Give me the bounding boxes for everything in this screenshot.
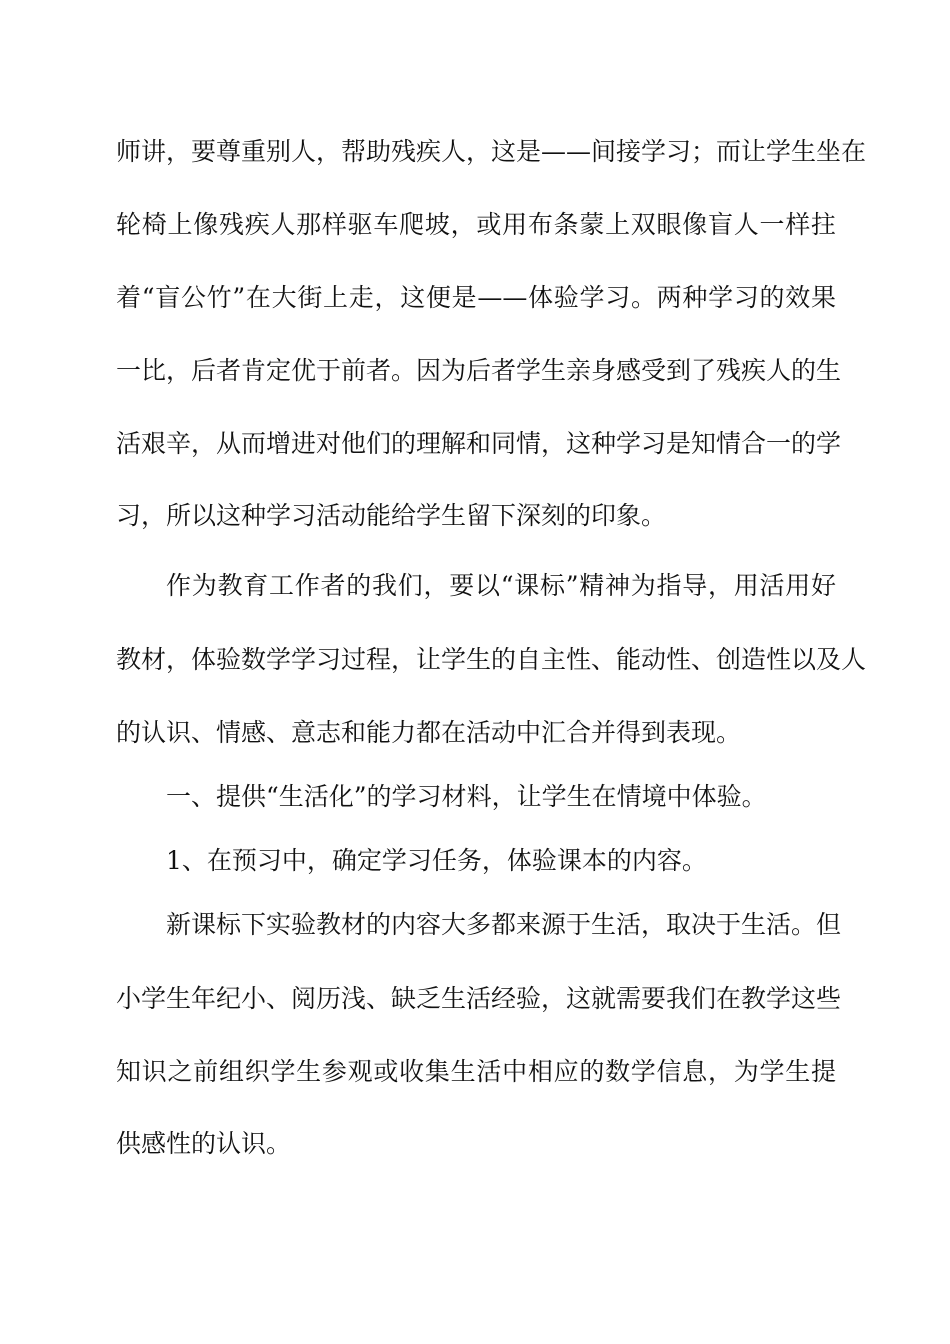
- paragraph-line: 轮椅上像残疾人那样驱车爬坡，或用布条蒙上双眼像盲人一样拄: [116, 210, 836, 239]
- subsection-heading: 1、在预习中，确定学习任务，体验课本的内容。: [166, 846, 707, 875]
- paragraph-line: 作为教育工作者的我们，要以“课标”精神为指导，用活用好: [166, 571, 836, 600]
- paragraph-line: 着“盲公竹”在大街上走，这便是——体验学习。两种学习的效果: [116, 283, 836, 312]
- paragraph-line: 教材，体验数学学习过程，让学生的自主性、能动性、创造性以及人: [116, 645, 867, 674]
- section-heading: 一、提供“生活化”的学习材料，让学生在情境中体验。: [166, 782, 767, 811]
- paragraph-line: 习，所以这种学习活动能给学生留下深刻的印象。: [116, 501, 667, 530]
- paragraph-line: 活艰辛，从而增进对他们的理解和同情，这种学习是知情合一的学: [116, 429, 842, 458]
- paragraph-line: 小学生年纪小、阅历浅、缺乏生活经验，这就需要我们在教学这些: [116, 984, 842, 1013]
- paragraph-line: 新课标下实验教材的内容大多都来源于生活，取决于生活。但: [166, 910, 842, 939]
- paragraph-line: 的认识、情感、意志和能力都在活动中汇合并得到表现。: [116, 718, 742, 747]
- paragraph-line: 知识之前组织学生参观或收集生活中相应的数学信息，为学生提: [116, 1057, 836, 1086]
- paragraph-line: 一比，后者肯定优于前者。因为后者学生亲身感受到了残疾人的生: [116, 356, 842, 385]
- paragraph-line: 供感性的认识。: [116, 1129, 292, 1158]
- paragraph-line: 师讲，要尊重别人，帮助残疾人，这是——间接学习；而让学生坐在: [116, 137, 867, 166]
